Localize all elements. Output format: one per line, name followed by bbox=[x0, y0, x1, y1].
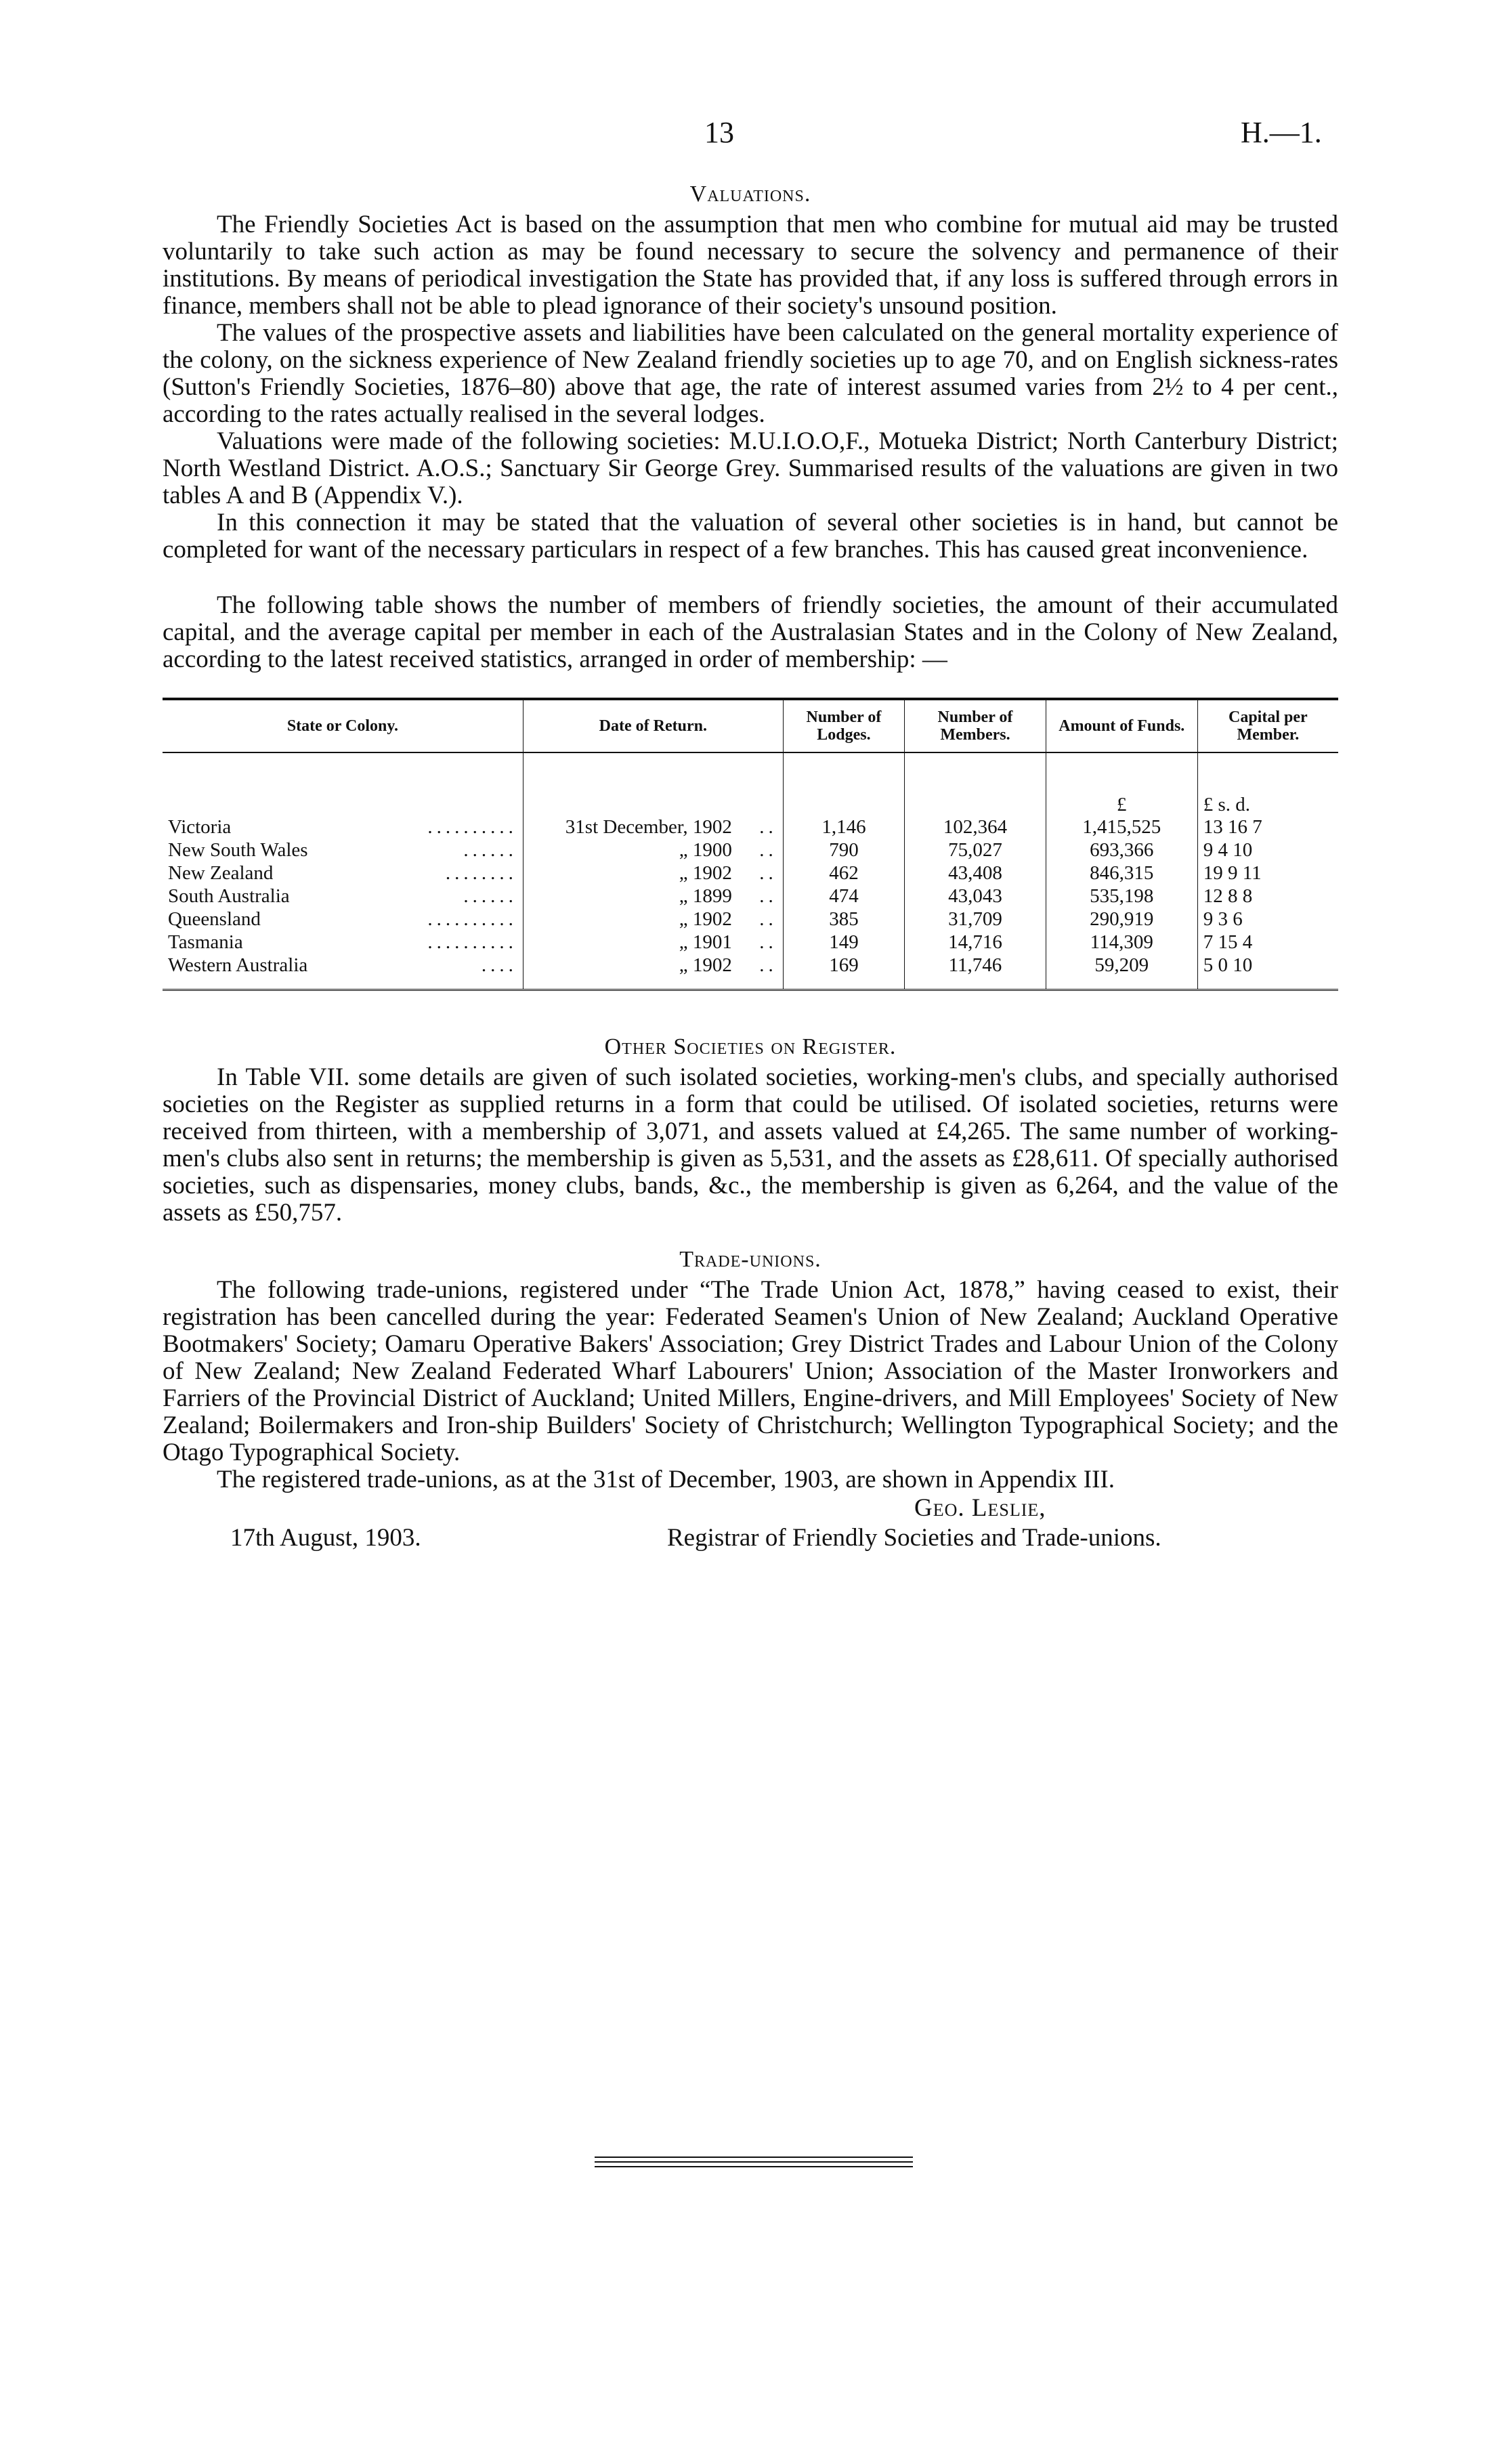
return-date: „ 1901 bbox=[679, 931, 732, 953]
table-row: South Australia ...... „ 1899 .. 474 43,043 535,198 12 8 8 bbox=[163, 885, 1338, 908]
trade-unions-heading: Trade-unions. bbox=[679, 1247, 821, 1272]
funds-value: 59,209 bbox=[1046, 954, 1197, 990]
signature-date: 17th August, 1903. bbox=[230, 1524, 421, 1552]
members-value: 75,027 bbox=[905, 838, 1046, 862]
header-members: Number of Members. bbox=[905, 699, 1046, 752]
state-name: Queensland bbox=[168, 908, 261, 930]
funds-value: 290,919 bbox=[1046, 908, 1197, 931]
page-number: 13 bbox=[704, 116, 734, 149]
return-date: „ 1902 bbox=[679, 862, 732, 884]
members-value: 102,364 bbox=[905, 815, 1046, 838]
header-date: Date of Return. bbox=[523, 699, 783, 752]
members-value: 14,716 bbox=[905, 931, 1046, 954]
signature-name-row bbox=[163, 1493, 1338, 1523]
lodges-value: 149 bbox=[783, 931, 904, 954]
table-row: New South Wales ...... „ 1900 .. 790 75,027 693,366 9 4 10 bbox=[163, 838, 1338, 862]
units-row bbox=[163, 752, 1338, 815]
return-date: „ 1899 bbox=[679, 885, 732, 907]
header-funds: Amount of Funds. bbox=[1046, 699, 1197, 752]
members-value: 43,043 bbox=[905, 885, 1046, 908]
state-name: New Zealand bbox=[168, 862, 274, 884]
signature-date-row bbox=[163, 1523, 1338, 1553]
lodges-value: 474 bbox=[783, 885, 904, 908]
valuations-paragraph-4: In this connection it may be stated that the valuation of several other societies is in hand, but cannot be completed for want of the necessary particulars in respect of a few branches. This has caused great inconvenience. bbox=[163, 509, 1338, 564]
funds-value: 535,198 bbox=[1046, 885, 1197, 908]
signatory-title: Registrar of Friendly Societies and Trade-unions. bbox=[667, 1524, 1161, 1552]
signatory-name: Geo. Leslie, bbox=[914, 1494, 1046, 1522]
valuations-heading: Valuations. bbox=[689, 182, 811, 207]
lodges-value: 169 bbox=[783, 954, 904, 990]
document-reference: H.—1. bbox=[1241, 116, 1322, 149]
state-name: Victoria bbox=[168, 816, 232, 838]
closing-rule bbox=[595, 2157, 913, 2171]
table-intro-paragraph: The following table shows the number of members of friendly societies, the amount of their accumulated capital, and the average capital per member in each of the Australasian States and in the Colony of New Zealand, according to the latest received statistics, arranged in order of membership: — bbox=[163, 591, 1338, 673]
valuations-paragraph-3: Valuations were made of the following societies: M.U.I.O.O,F., Motueka District; North Canterbury District; North Westland District. A.O.S.; Sanctuary Sir George Grey. Summarised results of the valuations are given in two tables A and B (Appendix V.). bbox=[163, 427, 1338, 509]
funds-value: 1,415,525 bbox=[1046, 815, 1197, 838]
valuations-paragraph-1: The Friendly Societies Act is based on the assumption that men who combine for mutual aid may be trusted voluntarily to take such action as may be found necessary to secure the solvency and permanence of their institutions. By means of periodical investigation the State has provided that, if any loss is suffered through errors in finance, members shall not be able to plead ignorance of their society's unsound position. bbox=[163, 211, 1338, 320]
table-row: Tasmania .......... „ 1901 .. 149 14,716 114,309 7 15 4 bbox=[163, 931, 1338, 954]
trade-unions-paragraph-1: The following trade-unions, registered under “The Trade Union Act, 1878,” having ceased to exist, their registration has been cancelled during the year: Federated Seamen's Union of New Zealand; Auckland Operative Bootmakers' Society; Oamaru Operative Bakers' Association; Grey District Trades and Labour Union of the Colony of New Zealand; New Zealand Federated Wharf Labourers' Union; Association of the Master Ironworkers and Farriers of the Provincial District of Auckland; United Millers, Engine-drivers, and Mill Employees' Society of New Zealand; Boilermakers and Iron-ship Builders' Society of Christchurch; Wellington Typographical Society; and the Otago Typographical Society. bbox=[163, 1276, 1338, 1466]
lodges-value: 790 bbox=[783, 838, 904, 862]
capital-value: 12 8 8 bbox=[1197, 885, 1338, 908]
table-row: Victoria .......... 31st December, 1902 .. 1,146 102,364 1,415,525 13 16 7 bbox=[163, 815, 1338, 838]
return-date: „ 1902 bbox=[679, 908, 732, 930]
page-content bbox=[163, 182, 1338, 1553]
lodges-value: 1,146 bbox=[783, 815, 904, 838]
capital-value: 9 4 10 bbox=[1197, 838, 1338, 862]
capital-value: 13 16 7 bbox=[1197, 815, 1338, 838]
members-value: 11,746 bbox=[905, 954, 1046, 990]
funds-value: 114,309 bbox=[1046, 931, 1197, 954]
funds-value: 846,315 bbox=[1046, 862, 1197, 885]
trade-unions-paragraph-2: The registered trade-unions, as at the 31st of December, 1903, are shown in Appendix III. bbox=[217, 1466, 1115, 1493]
return-date: 31st December, 1902 bbox=[565, 816, 732, 838]
capital-value: 19 9 11 bbox=[1197, 862, 1338, 885]
state-name: Western Australia bbox=[168, 954, 308, 976]
capital-value: 9 3 6 bbox=[1197, 908, 1338, 931]
capital-value: 7 15 4 bbox=[1197, 931, 1338, 954]
lodges-value: 385 bbox=[783, 908, 904, 931]
table-header-row bbox=[163, 699, 1338, 752]
capital-unit: £ s. d. bbox=[1197, 752, 1338, 815]
other-societies-paragraph: In Table VII. some details are given of such isolated societies, working-men's clubs, and specially authorised societies on the Register as supplied returns in a form that could be utilised. Of isolated societies, returns were received from thirteen, with a membership of 3,071, and assets valued at £4,265. The same number of working-men's clubs also sent in returns; the membership is given as 5,531, and the assets as £28,611. Of specially authorised societies, such as dispensaries, money clubs, bands, &c., the membership is given as 6,264, and the value of the assets as £50,757. bbox=[163, 1063, 1338, 1227]
header-lodges: Number of Lodges. bbox=[783, 699, 904, 752]
table-row: Western Australia .... „ 1902 .. 169 11,746 59,209 5 0 10 bbox=[163, 954, 1338, 990]
table-row: Queensland .......... „ 1902 .. 385 31,709 290,919 9 3 6 bbox=[163, 908, 1338, 931]
header-capital: Capital per Member. bbox=[1197, 699, 1338, 752]
state-name: South Australia bbox=[168, 885, 290, 907]
lodges-value: 462 bbox=[783, 862, 904, 885]
funds-value: 693,366 bbox=[1046, 838, 1197, 862]
funds-unit: £ bbox=[1046, 752, 1197, 815]
members-value: 31,709 bbox=[905, 908, 1046, 931]
state-name: Tasmania bbox=[168, 931, 243, 953]
state-name: New South Wales bbox=[168, 839, 308, 861]
header-state: State or Colony. bbox=[163, 699, 523, 752]
return-date: „ 1902 bbox=[679, 954, 732, 976]
table-row: New Zealand ........ „ 1902 .. 462 43,408 846,315 19 9 11 bbox=[163, 862, 1338, 885]
valuations-paragraph-2: The values of the prospective assets and liabilities have been calculated on the general mortality experience of the colony, on the sickness experience of New Zealand friendly societies up to age 70, and on English sickness-rates (Sutton's Friendly Societies, 1876–80) above that age, the rate of interest assumed varies from 2½ to 4 per cent., according to the rates actually realised in the several lodges. bbox=[163, 319, 1338, 428]
other-societies-heading: Other Societies on Register. bbox=[604, 1034, 897, 1059]
capital-value: 5 0 10 bbox=[1197, 954, 1338, 990]
members-value: 43,408 bbox=[905, 862, 1046, 885]
return-date: „ 1900 bbox=[679, 839, 732, 861]
friendly-societies-table bbox=[163, 698, 1338, 995]
